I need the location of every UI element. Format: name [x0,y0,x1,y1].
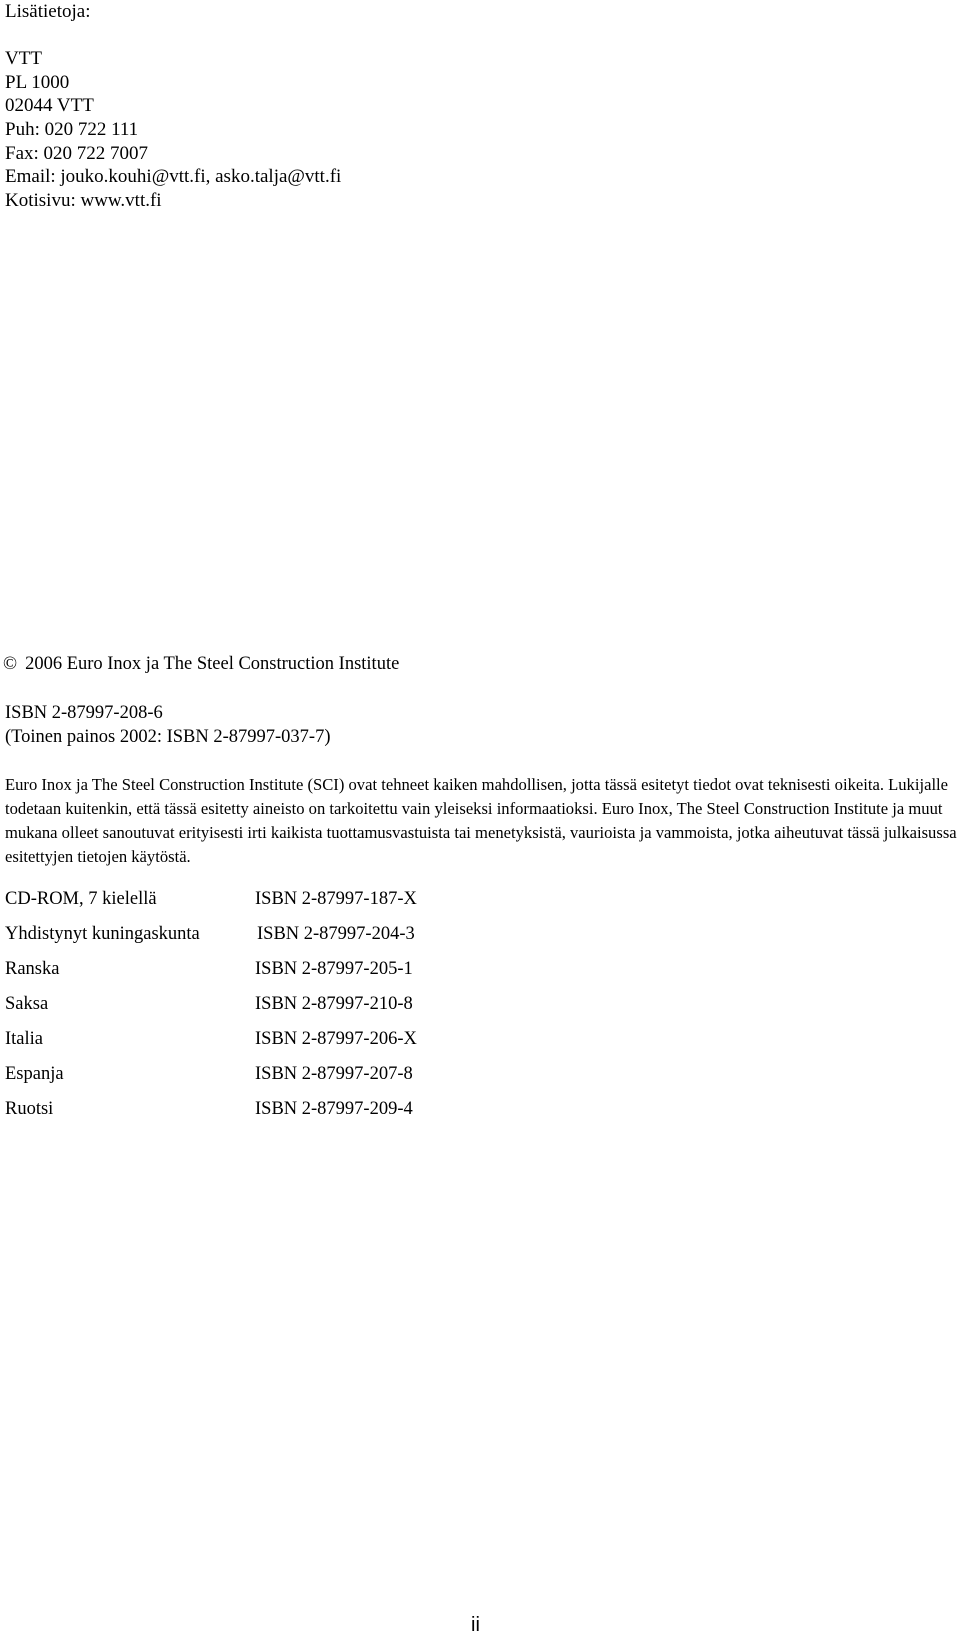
edition-label: Italia [5,1029,44,1049]
edition-row [5,992,605,1027]
edition-isbn: ISBN 2-87997-210-8 [255,994,413,1014]
contact-heading: Lisätietoja: [5,1,91,22]
page-number: ii [471,1614,480,1636]
edition-list [5,887,605,1132]
edition-label: Ruotsi [5,1099,54,1119]
isbn-info [5,701,331,749]
edition-label: Yhdistynyt kuningaskunta [5,924,200,944]
edition-isbn: ISBN 2-87997-209-4 [255,1099,413,1119]
contact-homepage: Kotisivu: www.vtt.fi [5,189,162,211]
edition-label: Saksa [5,994,49,1014]
copyright-notice [3,652,399,676]
edition-isbn: ISBN 2-87997-187-X [255,889,417,909]
copyright-icon: © [3,654,18,674]
contact-organization: VTT [5,48,42,70]
edition-isbn: ISBN 2-87997-205-1 [255,959,413,979]
contact-postal: 02044 VTT [5,95,94,117]
disclaimer-paragraph: Euro Inox ja The Steel Construction Institute (SCI) ovat tehneet kaiken mahdollisen, jotta tässä esitetyt tiedot ovat teknisesti oikeita. Lukijalle todetaan kuitenkin, että tässä esitetty aineisto on tarkoitettu vain yleiseksi informaatioksi. Euro Inox, The Steel Construction Institute ja muut mukana olleet sanoutuvat erityisesti irti kaikista tuottamusvastuista tai menetyksistä, vaurioista ja vammoista, jotka aiheutuvat tässä julkaisussa esitettyjen tietojen käytöstä. [5,775,957,866]
contact-fax: Fax: 020 722 7007 [5,142,149,164]
edition-row [5,1027,605,1062]
edition-row [5,1097,605,1132]
edition-row [5,1062,605,1097]
contact-phone: Puh: 020 722 111 [5,118,139,140]
contact-info [5,0,341,212]
copyright-text: 2006 Euro Inox ja The Steel Construction Institute [25,654,400,674]
isbn-main: ISBN 2-87997-208-6 [5,703,163,723]
edition-row [5,957,605,992]
edition-isbn: ISBN 2-87997-207-8 [255,1064,413,1084]
edition-isbn: ISBN 2-87997-204-3 [257,924,415,944]
edition-row [5,887,605,922]
isbn-previous-edition: (Toinen painos 2002: ISBN 2-87997-037-7) [5,727,331,747]
edition-label: Espanja [5,1064,64,1084]
contact-po-box: PL 1000 [5,71,70,93]
edition-isbn: ISBN 2-87997-206-X [255,1029,417,1049]
edition-label: CD-ROM, 7 kielellä [5,889,157,909]
edition-row [5,922,605,957]
edition-label: Ranska [5,959,60,979]
contact-email: Email: jouko.kouhi@vtt.fi, asko.talja@vtt.fi [5,166,342,188]
contact-spacer [5,24,341,48]
